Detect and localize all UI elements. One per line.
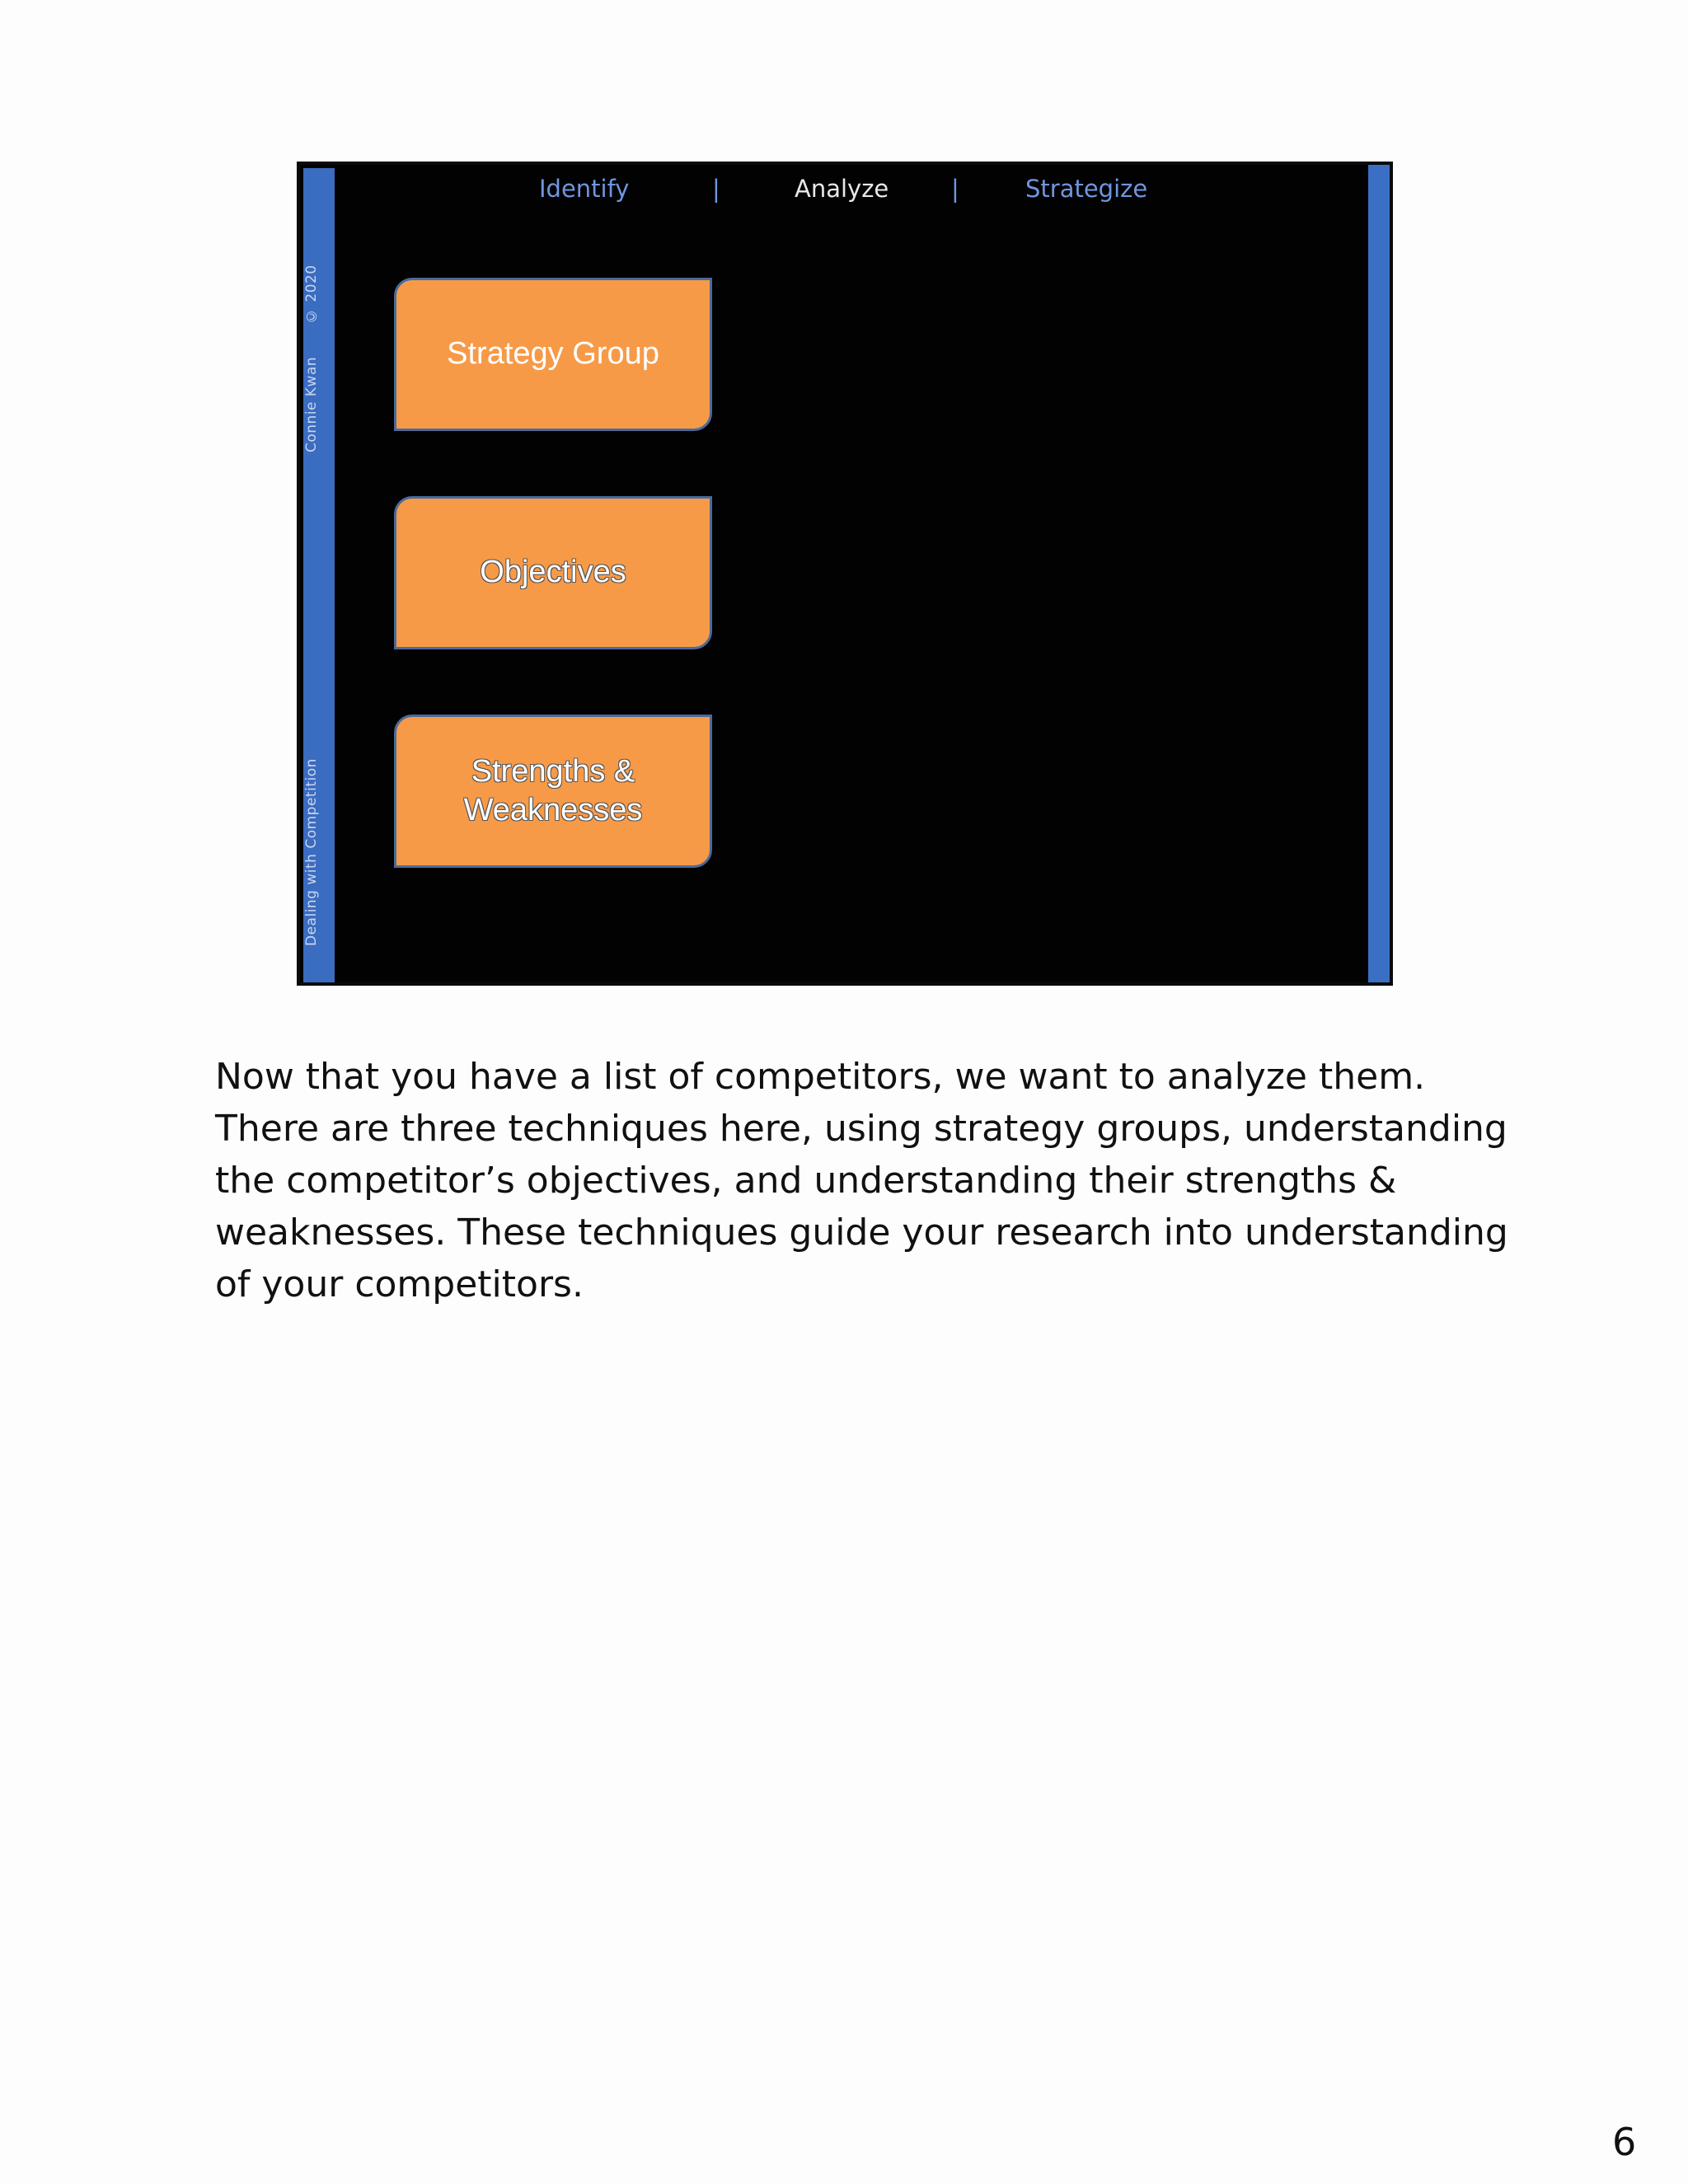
copyright-label: © 2020	[303, 265, 320, 324]
course-title-label: Dealing with Competition	[303, 758, 320, 946]
slide-nav	[300, 175, 1390, 208]
strengths-weaknesses-box	[394, 715, 712, 868]
slide-image	[297, 162, 1393, 986]
page-number: 6	[1612, 2120, 1637, 2164]
right-accent-bar	[1368, 165, 1390, 982]
box-label: Strategy Group	[447, 336, 659, 372]
nav-separator: |	[712, 175, 720, 203]
box-label: Objectives	[480, 555, 626, 590]
objectives-box	[394, 496, 712, 649]
nav-separator: |	[951, 175, 959, 203]
strategy-group-box	[394, 278, 712, 431]
nav-strategize: Strategize	[1025, 175, 1148, 203]
author-label: Connie Kwan	[303, 356, 320, 452]
sidebar-credit	[303, 255, 335, 452]
box-label: Strengths & Weaknesses	[463, 753, 643, 827]
speaker-notes: Now that you have a list of competitors, we want to analyze them. There are three techniques here, using strategy groups, understanding the competitor’s objectives, and understanding their strengths & weaknesses. These techniques guide your research into understanding of your competitors.	[215, 1056, 1508, 1305]
left-accent-bar	[303, 168, 335, 982]
nav-analyze: Analyze	[795, 175, 889, 203]
nav-identify: Identify	[539, 175, 630, 203]
